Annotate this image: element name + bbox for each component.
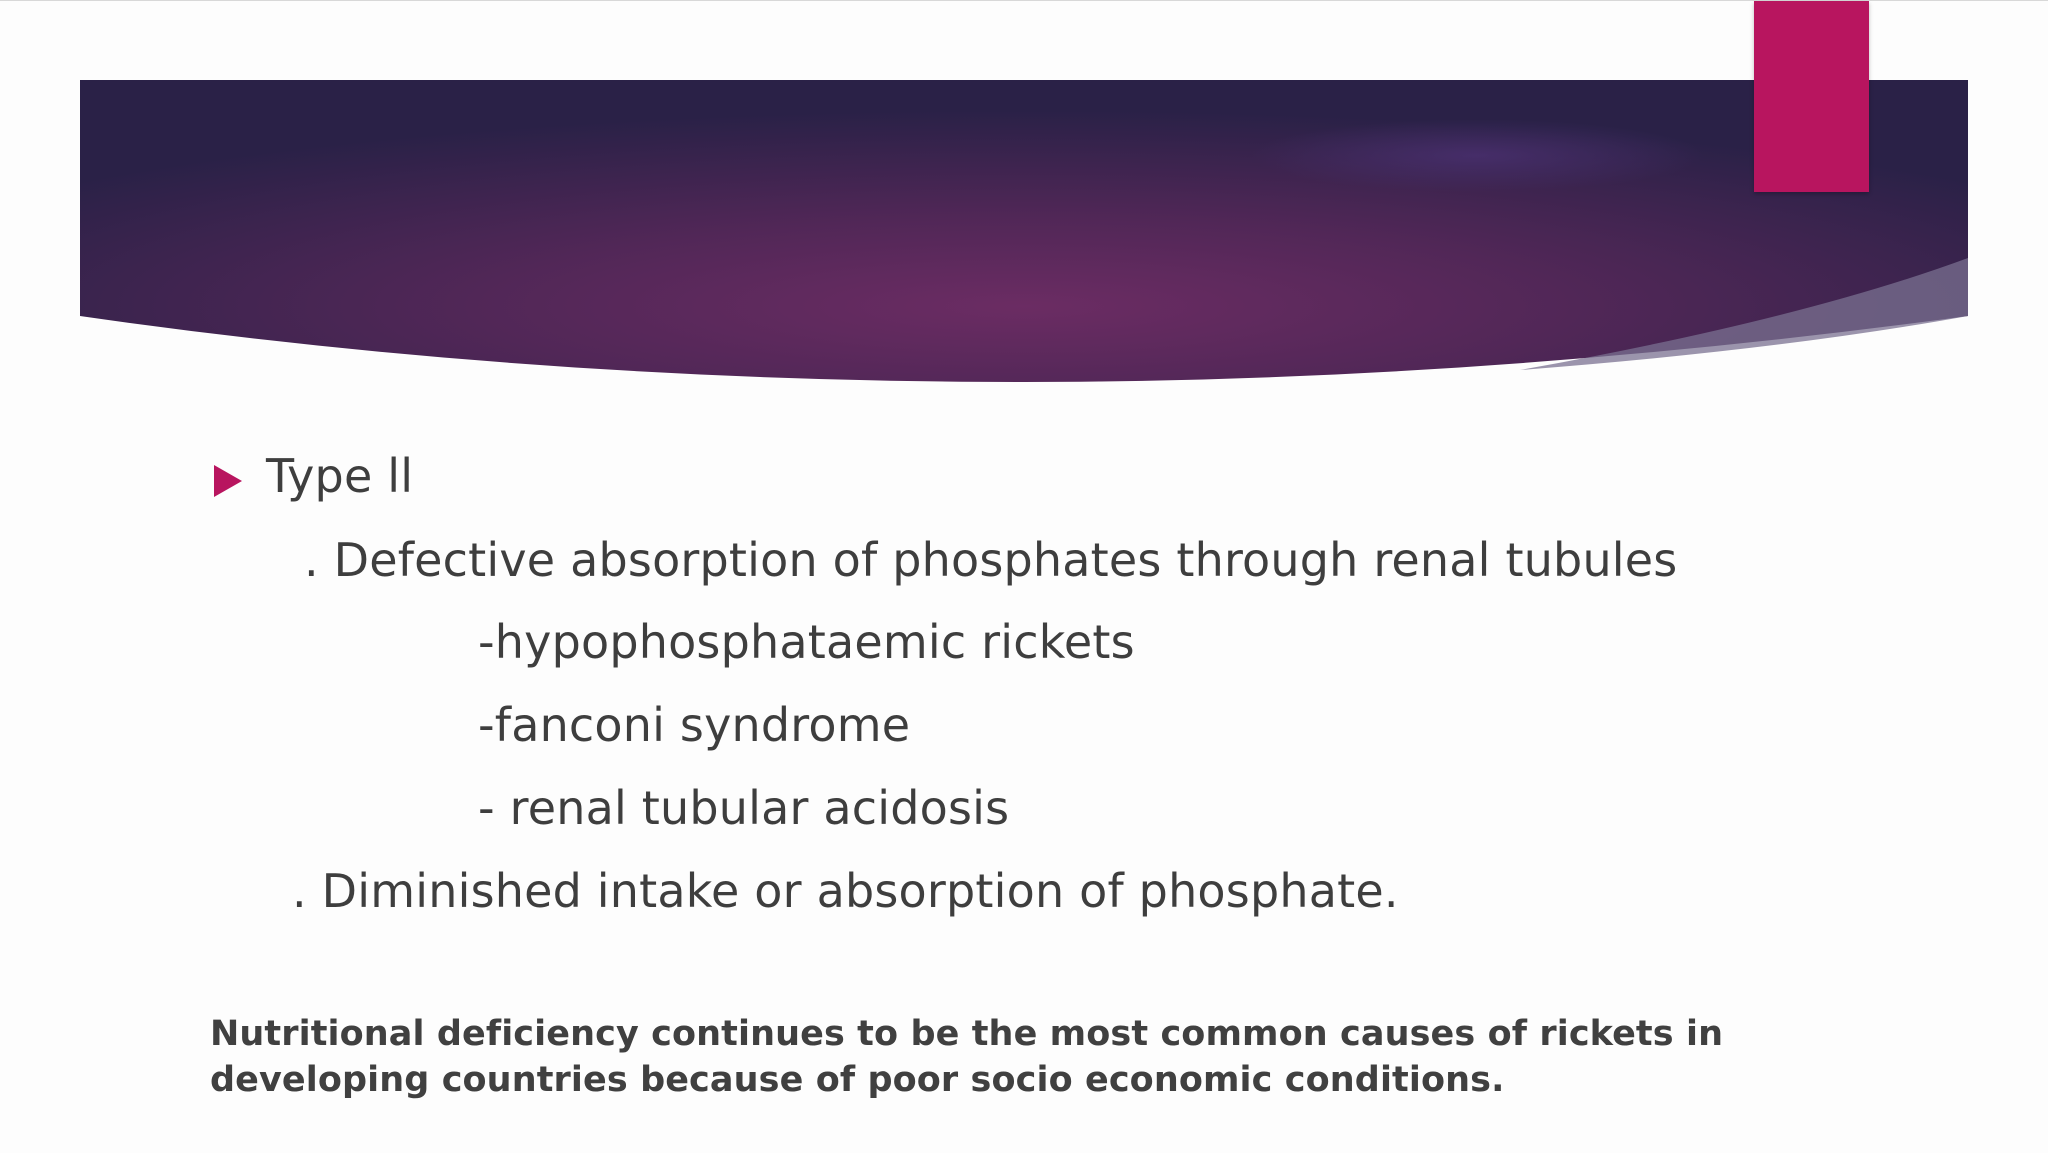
subpoint-renal-tubular: - renal tubular acidosis: [478, 781, 1010, 835]
subpoint-defective-absorption: . Defective absorption of phosphates through renal tubules: [304, 533, 1678, 587]
triangle-right-icon: [212, 463, 244, 499]
subpoint-fanconi: -fanconi syndrome: [478, 698, 911, 752]
footnote: Nutritional deficiency continues to be the most common causes of rickets in developing countries because of poor socio economic conditions.: [210, 1014, 1724, 1100]
subpoint-hypophosphataemic: -hypophosphataemic rickets: [478, 615, 1135, 669]
slide-content: [0, 1, 2048, 1153]
subpoint-diminished-intake: . Diminished intake or absorption of phosphate.: [292, 864, 1399, 918]
bullet-heading: Type ll: [266, 449, 414, 503]
